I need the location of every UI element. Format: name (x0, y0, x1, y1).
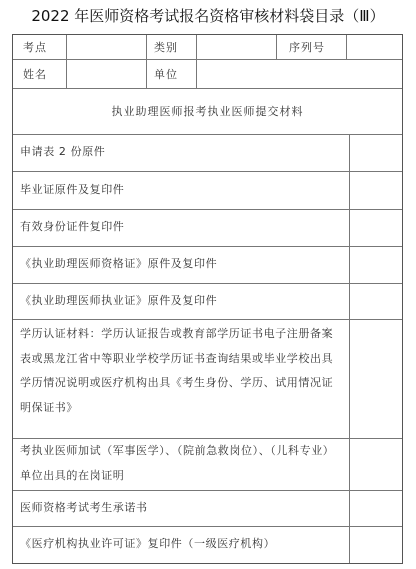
serial-number-label: 序列号 (289, 41, 325, 54)
check-column-divider (349, 134, 350, 563)
row-divider (13, 59, 402, 60)
material-item: 考执业医师加试（军事医学）、（院前急救岗位）、（儿科专业）单位出具的在岗证明 (20, 444, 335, 482)
material-item: 申请表 2 份原件 (20, 145, 106, 159)
materials-form (12, 34, 403, 564)
material-item: 毕业证原件及复印件 (20, 182, 125, 196)
material-item: 医师资格考试考生承诺书 (20, 500, 148, 514)
section-heading: 执业助理医师报考执业医师提交材料 (111, 105, 304, 118)
material-item: 《执业助理医师资格证》原件及复印件 (20, 257, 218, 271)
col-divider (346, 35, 347, 59)
material-item: 《执业助理医师执业证》原件及复印件 (20, 293, 218, 307)
col-divider (276, 35, 277, 59)
row-divider (13, 319, 402, 320)
page-title: 2022 年医师资格考试报名资格审核材料袋目录（Ⅲ） (31, 7, 385, 25)
name-label: 姓名 (23, 67, 47, 81)
exam-site-label: 考点 (23, 41, 47, 54)
category-label: 类别 (154, 41, 178, 54)
material-item: 学历认证材料：学历认证报告或教育部学历证书电子注册备案表或黑龙江省中等职业学校学历证书查询结果或毕业学校出具学历情况说明或医疗机构出具《考生身份、学历、试用情况证明保证书》 (20, 327, 334, 414)
material-item: 有效身份证件复印件 (20, 220, 125, 234)
unit-label: 单位 (154, 67, 178, 81)
col-divider (146, 35, 147, 88)
material-item: 《医疗机构执业许可证》复印件（一级医疗机构） (20, 537, 276, 551)
col-divider (66, 35, 67, 88)
col-divider (196, 35, 197, 88)
